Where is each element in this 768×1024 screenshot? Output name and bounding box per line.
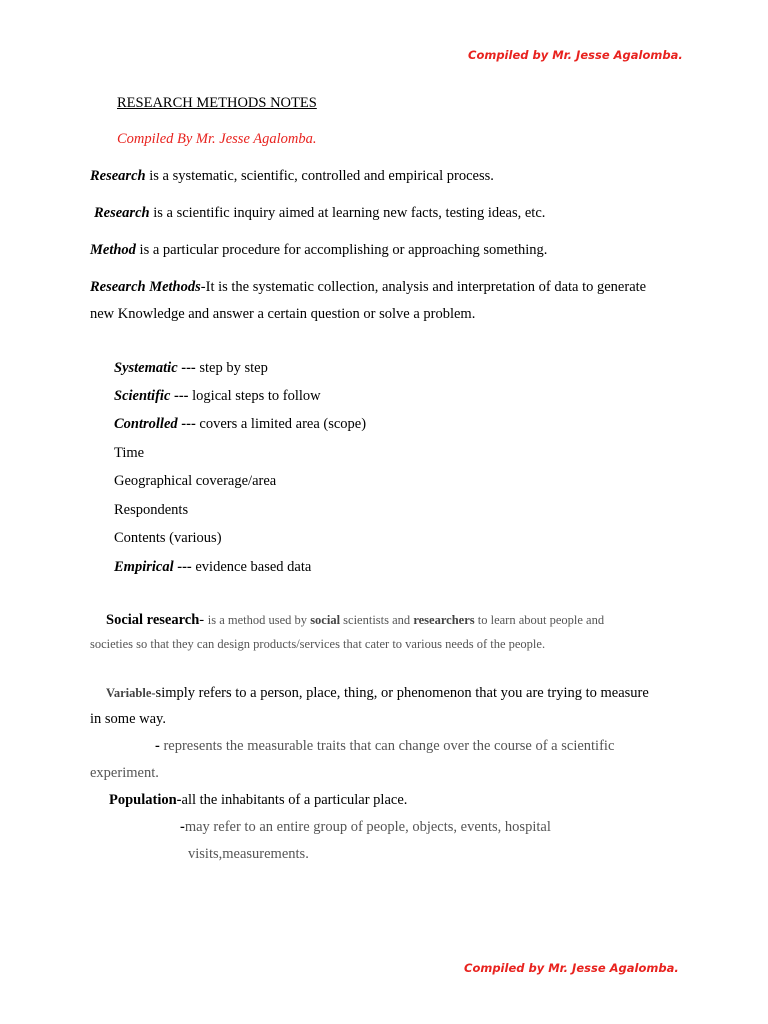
separator: - — [155, 738, 164, 754]
population-term: Population- — [109, 792, 182, 808]
variable-cont: in some way. — [90, 711, 166, 727]
characteristic-text: covers a limited area (scope) — [199, 416, 367, 432]
document-title: RESEARCH METHODS NOTES — [117, 95, 317, 111]
variable-note — [155, 738, 614, 755]
social-text: scientists and — [340, 613, 414, 627]
document-subtitle: Compiled By Mr. Jesse Agalomba. — [117, 131, 317, 147]
separator: - — [199, 612, 208, 628]
variable-text: simply refers to a person, place, thing, or phenomenon that you are trying to measure — [155, 685, 649, 701]
separator: --- — [177, 416, 200, 432]
characteristic-empirical — [114, 559, 311, 576]
page-footer: Compiled by Mr. Jesse Agalomba. — [464, 961, 679, 975]
characteristic-systematic — [114, 360, 268, 377]
characteristic-scientific — [114, 388, 321, 405]
separator: --- — [170, 388, 193, 404]
definition-term: Research — [90, 168, 146, 184]
variable-note-text: represents the measurable traits that can change over the course of a scientific — [163, 738, 615, 754]
social-research-definition — [106, 612, 604, 629]
variable-definition — [106, 685, 649, 702]
definition-method — [90, 242, 547, 259]
population-note — [180, 819, 551, 836]
page-header: Compiled by Mr. Jesse Agalomba. — [468, 48, 683, 62]
definition-term: Research Methods — [90, 279, 201, 295]
definition-text: is a particular procedure for accomplishing or approaching something. — [135, 242, 548, 258]
social-text: is a method used by — [207, 613, 311, 627]
definition-text: is a scientific inquiry aimed at learning new facts, testing ideas, etc. — [149, 205, 546, 221]
definition-term: Research — [94, 205, 150, 221]
characteristic-text: evidence based data — [195, 559, 312, 575]
definition-research-methods — [90, 279, 646, 296]
social-research-cont: societies so that they can design products/services that cater to various needs of the people. — [90, 637, 546, 651]
definition-text: -It is the systematic collection, analysis and interpretation of data to generate — [200, 279, 647, 295]
characteristic-term: Controlled — [114, 416, 178, 432]
population-note-text: may refer to an entire group of people, objects, events, hospital — [184, 819, 551, 835]
scope-item-respondents: Respondents — [114, 502, 189, 518]
social-keyword: researchers — [413, 613, 475, 627]
scope-item-geography: Geographical coverage/area — [114, 473, 277, 489]
characteristic-term: Systematic — [114, 360, 178, 376]
scope-item-contents: Contents (various) — [114, 530, 222, 546]
characteristic-term: Empirical — [114, 559, 174, 575]
definition-term: Method — [90, 242, 136, 258]
separator: --- — [173, 559, 196, 575]
definition-research-methods-cont: new Knowledge and answer a certain question or solve a problem. — [90, 306, 476, 322]
definition-text: is a systematic, scientific, controlled and empirical process. — [145, 168, 494, 184]
social-text: to learn about people and — [474, 613, 605, 627]
separator: --- — [177, 360, 200, 376]
characteristic-controlled — [114, 416, 366, 433]
characteristic-term: Scientific — [114, 388, 171, 404]
population-definition — [109, 792, 407, 809]
definition-research-2 — [94, 205, 545, 222]
scope-item-time: Time — [114, 445, 145, 461]
characteristic-text: logical steps to follow — [192, 388, 321, 404]
social-research-term: Social research — [106, 612, 200, 628]
variable-note-cont: experiment. — [90, 765, 159, 781]
variable-term: Variable- — [106, 686, 156, 700]
separator: - — [180, 819, 185, 835]
social-keyword: social — [310, 613, 341, 627]
definition-research-1 — [90, 168, 494, 185]
characteristic-text: step by step — [199, 360, 268, 376]
population-text: all the inhabitants of a particular place. — [181, 792, 408, 808]
population-note-cont: visits,measurements. — [188, 846, 309, 862]
